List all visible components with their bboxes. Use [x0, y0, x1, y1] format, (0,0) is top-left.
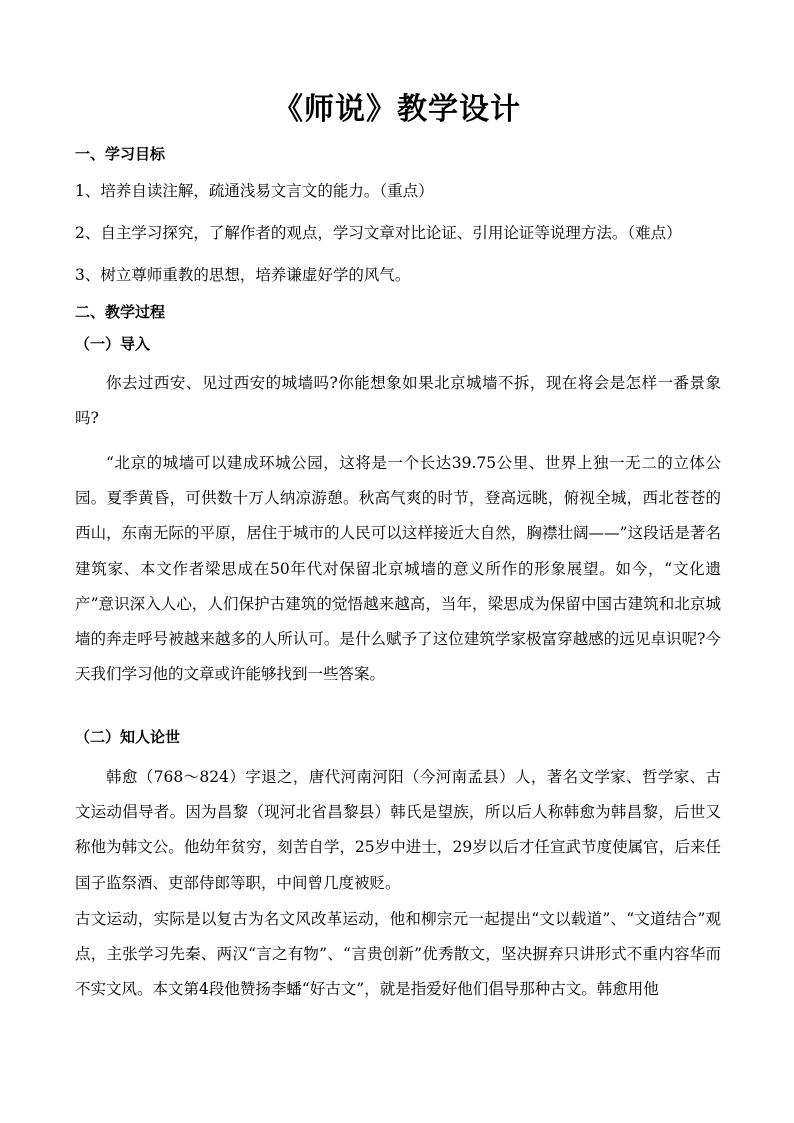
author-bio-paragraph: 韩愈（768～824）字退之，唐代河南河阳（今河南孟县）人，著名文学家、哲学家、古文运动倡导者。因为昌黎（现河北省昌黎县）韩氏是望族，所以后人称韩愈为韩昌黎，后世又称他为韩文公。他幼年贫穷，刻苦自学，25岁中进士，29岁以后才任宣武节度使属官，后来任国子监祭酒、吏部侍郎等职，中间曾几度被贬。	[75, 768, 721, 892]
goal-item-2: 2、自主学习探究，了解作者的观点，学习文章对比论证、引用论证等说理方法。（难点）	[75, 224, 682, 242]
goal-item-1: 1、培养自读注解，疏通浅易文言文的能力。（重点）	[75, 182, 434, 200]
classical-prose-movement-paragraph: 古文运动，实际是以复古为名文风改革运动，他和柳宗元一起提出“文以载道”、“文道结合”观点，主张学习先秦、两汉“言之有物”、“言贵创新”优秀散文，坚决摒弃只讲形式不重内容华而不实文风。本文第4段他赞扬李蟠“好古文”，就是指爱好他们倡导那种古文。韩愈用他	[75, 910, 721, 999]
intro-paragraph-1: 你去过西安、见过西安的城墙吗?你能想象如果北京城墙不拆，现在将会是怎样一番景象吗?	[75, 374, 721, 428]
goal-item-3: 3、树立尊师重教的思想，培养谦虚好学的风气。	[75, 266, 411, 284]
document-title: 《师说》教学设计	[273, 92, 521, 127]
subsection-heading-background: （二）知人论世	[75, 728, 181, 746]
intro-paragraph-2: “北京的城墙可以建成环城公园，这将是一个长达39.75公里、世界上独一无二的立体公园。夏季黄昏，可供数十万人纳凉游憩。秋高气爽的时节，登高远眺，俯视全城，西北苍苍的西山，东南无际的平原，居住于城市的人民可以这样接近大自然，胸襟壮阔——”这段话是著名建筑家、本文作者梁思成在50年代对保留北京城墙的意义所作的形象展望。如今，“文化遗产”意识深入人心，人们保护古建筑的觉悟越来越高，当年，梁思成为保留中国古建筑和北京城墙的奔走呼号被越来越多的人所认可。是什么赋予了这位建筑学家极富穿越感的远见卓识呢?今天我们学习他的文章或许能够找到一些答案。	[75, 454, 721, 684]
subsection-heading-intro: （一）导入	[75, 335, 151, 353]
section-heading-goals: 一、学习目标	[75, 145, 166, 163]
section-heading-process: 二、教学过程	[75, 303, 166, 321]
